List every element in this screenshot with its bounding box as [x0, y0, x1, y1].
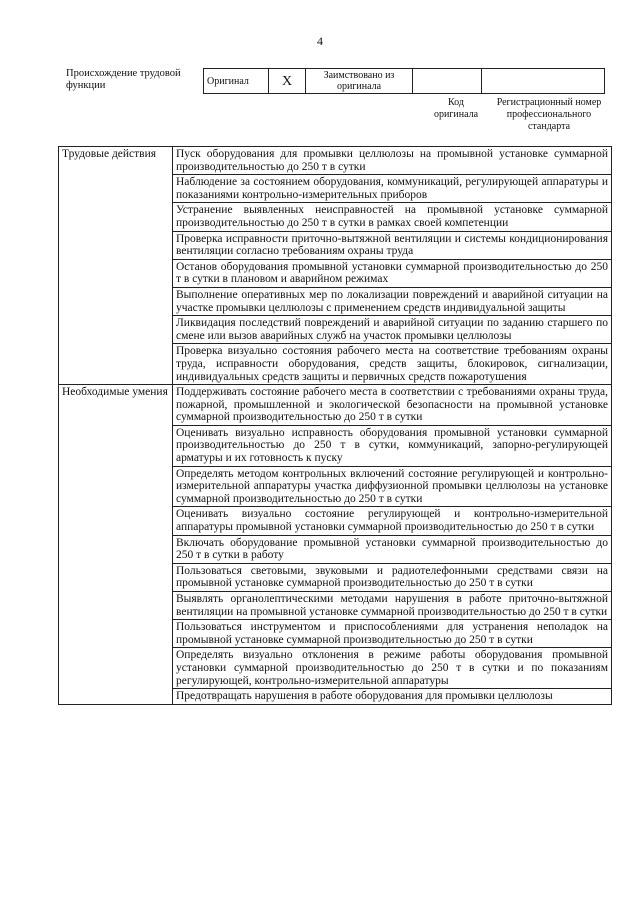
skill-item: Определять визуально отклонения в режиме работы оборудования промывной установки суммарной производительностью до 250 т в сутки и по показаниям регулирующей, контрольно-измерительной аппаратуры — [173, 648, 612, 689]
skill-item: Оценивать визуально исправность оборудования промывной установки суммарной производительностью до 250 т в сутки, коммуникаций, запорно-регулирующей арматуры и их готовность к пуску — [173, 425, 612, 466]
skill-item: Пользоваться световыми, звуковыми и радиотелефонными средствами связи на промывной установке суммарной производительностью до 250 т в сутки — [173, 563, 612, 591]
labor-action-item: Останов оборудования промывной установки суммарной производительностью до 250 т в сутки в плановом и аварийном режимах — [173, 259, 612, 287]
skill-item: Выявлять органолептическими методами нарушения в работе приточно-вытяжной вентиляции на промывной установке суммарной производительностью до 250 т в сутки — [173, 592, 612, 620]
table-row — [59, 147, 612, 175]
reg-number-label: Регистрационный номер профессионального стандарта — [496, 97, 602, 132]
code-label: Код оригинала — [433, 97, 479, 120]
skill-item: Оценивать визуально состояние регулирующей и контрольно-измерительной аппаратуры промывной установки суммарной производительностью до 250 т в сутки — [173, 507, 612, 535]
borrowed-cell: Заимствовано из оригинала — [306, 69, 413, 94]
labor-actions-label: Трудовые действия — [59, 147, 173, 385]
skill-item: Пользоваться инструментом и приспособлениями для устранения неполадок на промывной установке суммарной производительностью до 250 т в сутки — [173, 620, 612, 648]
skill-item: Поддерживать состояние рабочего места в соответствии с требованиями охраны труда, пожарной, промышленной и экологической безопасности на промывной установке суммарной производительностью до 250 т в сутки — [173, 385, 612, 426]
labor-action-item: Ликвидация последствий повреждений и аварийной ситуации по заданию старшего по смене или вызов аварийных служб на участок промывки целлюлозы — [173, 316, 612, 344]
original-mark: X — [269, 69, 306, 94]
skills-label: Необходимые умения — [59, 385, 173, 705]
skill-item: Включать оборудование промывной установки суммарной производительностью до 250 т в сутки в работу — [173, 535, 612, 563]
origin-table — [203, 68, 605, 94]
labor-action-item: Проверка визуально состояния рабочего места на соответствие требованиям охраны труда, исправности оборудования, средств защиты, блокировок, сигнализации, индивидуальных средств защиты и первичных средств пожаротушения — [173, 344, 612, 385]
original-cell: Оригинал — [204, 69, 269, 94]
function-table — [58, 146, 612, 705]
table-row — [59, 385, 612, 426]
labor-action-item: Пуск оборудования для промывки целлюлозы на промывной установке суммарной производительностью до 250 т в сутки — [173, 147, 612, 175]
reg-number-cell — [482, 69, 605, 94]
labor-action-item: Устранение выявленных неисправностей на промывной установке суммарной производительностью до 250 т в сутки в рамках своей компетенции — [173, 203, 612, 231]
labor-action-item: Проверка исправности приточно-вытяжной вентиляции и системы кондиционирования вентиляции согласно требованиям охраны труда — [173, 231, 612, 259]
skill-item: Предотвращать нарушения в работе оборудования для промывки целлюлозы — [173, 689, 612, 705]
page-number: 4 — [317, 34, 323, 48]
labor-action-item: Выполнение оперативных мер по локализации повреждений и аварийной ситуации на участке промывки целлюлозы с применением средств индивидуальной защиты — [173, 287, 612, 315]
labor-action-item: Наблюдение за состоянием оборудования, коммуникаций, регулирующей аппаратуры и показаниями контрольно-измерительных приборов — [173, 175, 612, 203]
skill-item: Определять методом контрольных включений состояние регулирующей и контрольно-измерительной аппаратуры участка диффузионной промывки целлюлозы на установке суммарной производительностью до 250 т в сутки — [173, 466, 612, 507]
origin-label: Происхождение трудовой функции — [66, 68, 181, 91]
code-cell — [413, 69, 482, 94]
